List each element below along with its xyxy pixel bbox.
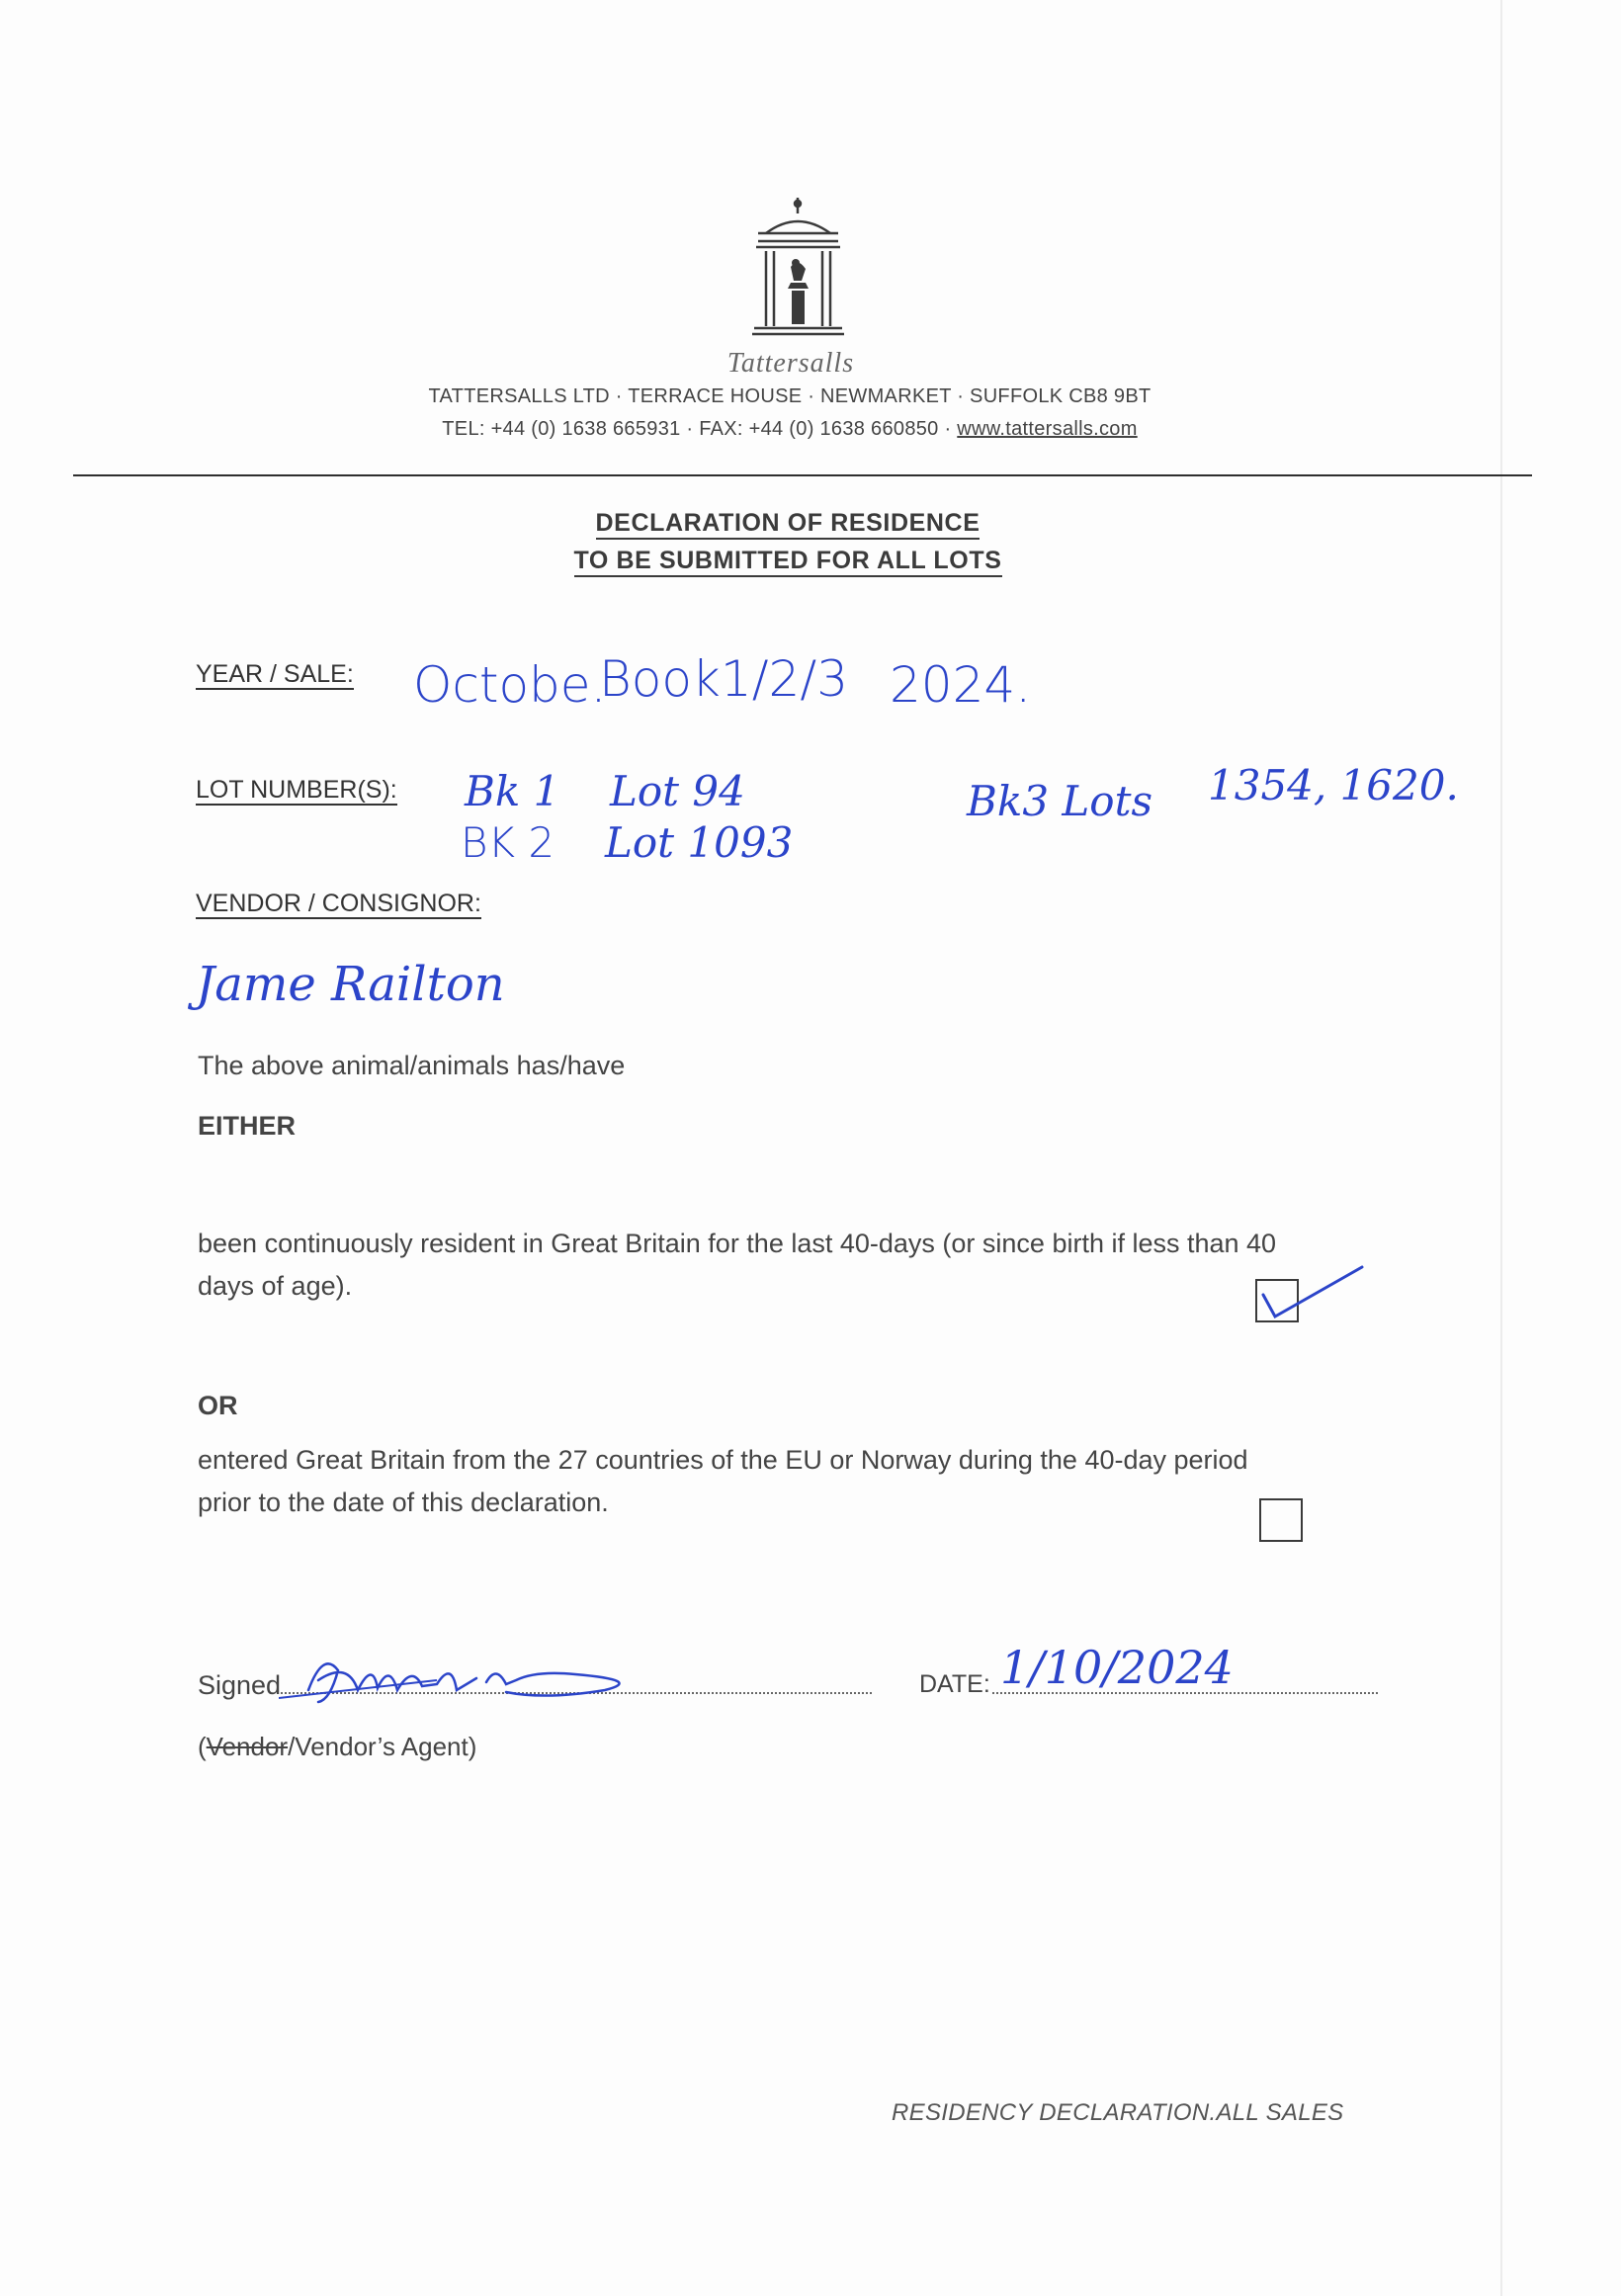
website-link[interactable]: www.tattersalls.com — [957, 418, 1138, 440]
handwritten-signature — [279, 1641, 644, 1720]
header-divider — [73, 474, 1532, 476]
company-address: TATTERSALLS LTD · TERRACE HOUSE · NEWMARKET · SUFFOLK CB8 9BT — [428, 385, 1152, 407]
scan-edge — [1500, 0, 1502, 2296]
intro-text: The above animal/animals has/have — [198, 1051, 626, 1080]
lot-bk2[interactable]: BK 2 — [461, 818, 555, 867]
either-label: EITHER — [198, 1111, 297, 1141]
company-contact — [0, 418, 1579, 441]
option2-text-line1: entered Great Britain from the 27 countries of the EU or Norway during the 40-day period — [198, 1445, 1248, 1475]
year-sale-label — [196, 660, 354, 689]
tattersalls-logo — [736, 196, 860, 342]
signed-label: Signed — [198, 1670, 282, 1700]
form-title-line2 — [0, 547, 1576, 575]
signer-role — [198, 1732, 476, 1762]
lot-bk1-lot[interactable]: Lot 94 — [610, 767, 745, 815]
role-vendor-agent: /Vendor’s Agent) — [288, 1732, 477, 1761]
lot-numbers-label — [196, 776, 397, 805]
date-label: DATE: — [919, 1670, 990, 1698]
lot-bk3[interactable]: Bk3 Lots — [967, 777, 1152, 825]
lot-bk1[interactable]: Bk 1 — [465, 767, 560, 815]
vendor-name[interactable]: Jame Railton — [196, 957, 505, 1012]
checkmark-icon — [1253, 1257, 1372, 1326]
contact-numbers: TEL: +44 (0) 1638 665931 · FAX: +44 (0) 1638 660850 · — [442, 418, 958, 440]
year-sale-value-books[interactable]: Book1/2/3 — [599, 650, 849, 708]
year-sale-value-year[interactable]: 2024. — [890, 656, 1032, 714]
option2-checkbox[interactable] — [1259, 1498, 1303, 1542]
vendor-label — [196, 890, 481, 918]
lot-numbers-label-text: LOT NUMBER(S): — [196, 776, 397, 804]
option1-text-line2: days of age). — [198, 1271, 353, 1301]
brand-name: Tattersalls — [726, 348, 855, 379]
year-sale-label-text: YEAR / SALE: — [196, 660, 354, 688]
lot-bk3-numbers[interactable]: 1354, 1620. — [1208, 761, 1459, 809]
role-open-paren: ( — [198, 1732, 207, 1761]
form-title-line1 — [0, 509, 1576, 538]
form-title-text2: TO BE SUBMITTED FOR ALL LOTS — [574, 547, 1002, 577]
year-sale-value-month[interactable]: Octobe. — [413, 656, 607, 714]
option2-text-line2: prior to the date of this declaration. — [198, 1488, 609, 1517]
role-vendor-struck: Vendor — [206, 1732, 289, 1761]
option1-text-line1: been continuously resident in Great Britain for the last 40-days (or since birth if less than 40 — [198, 1229, 1277, 1258]
footer-note: RESIDENCY DECLARATION.ALL SALES — [892, 2099, 1344, 2126]
or-label: OR — [198, 1391, 238, 1420]
vendor-label-text: VENDOR / CONSIGNOR: — [196, 890, 481, 917]
date-value[interactable]: 1/10/2024 — [1000, 1641, 1234, 1694]
lot-bk2-lot[interactable]: Lot 1093 — [605, 818, 794, 867]
form-title-text1: DECLARATION OF RESIDENCE — [596, 509, 981, 540]
